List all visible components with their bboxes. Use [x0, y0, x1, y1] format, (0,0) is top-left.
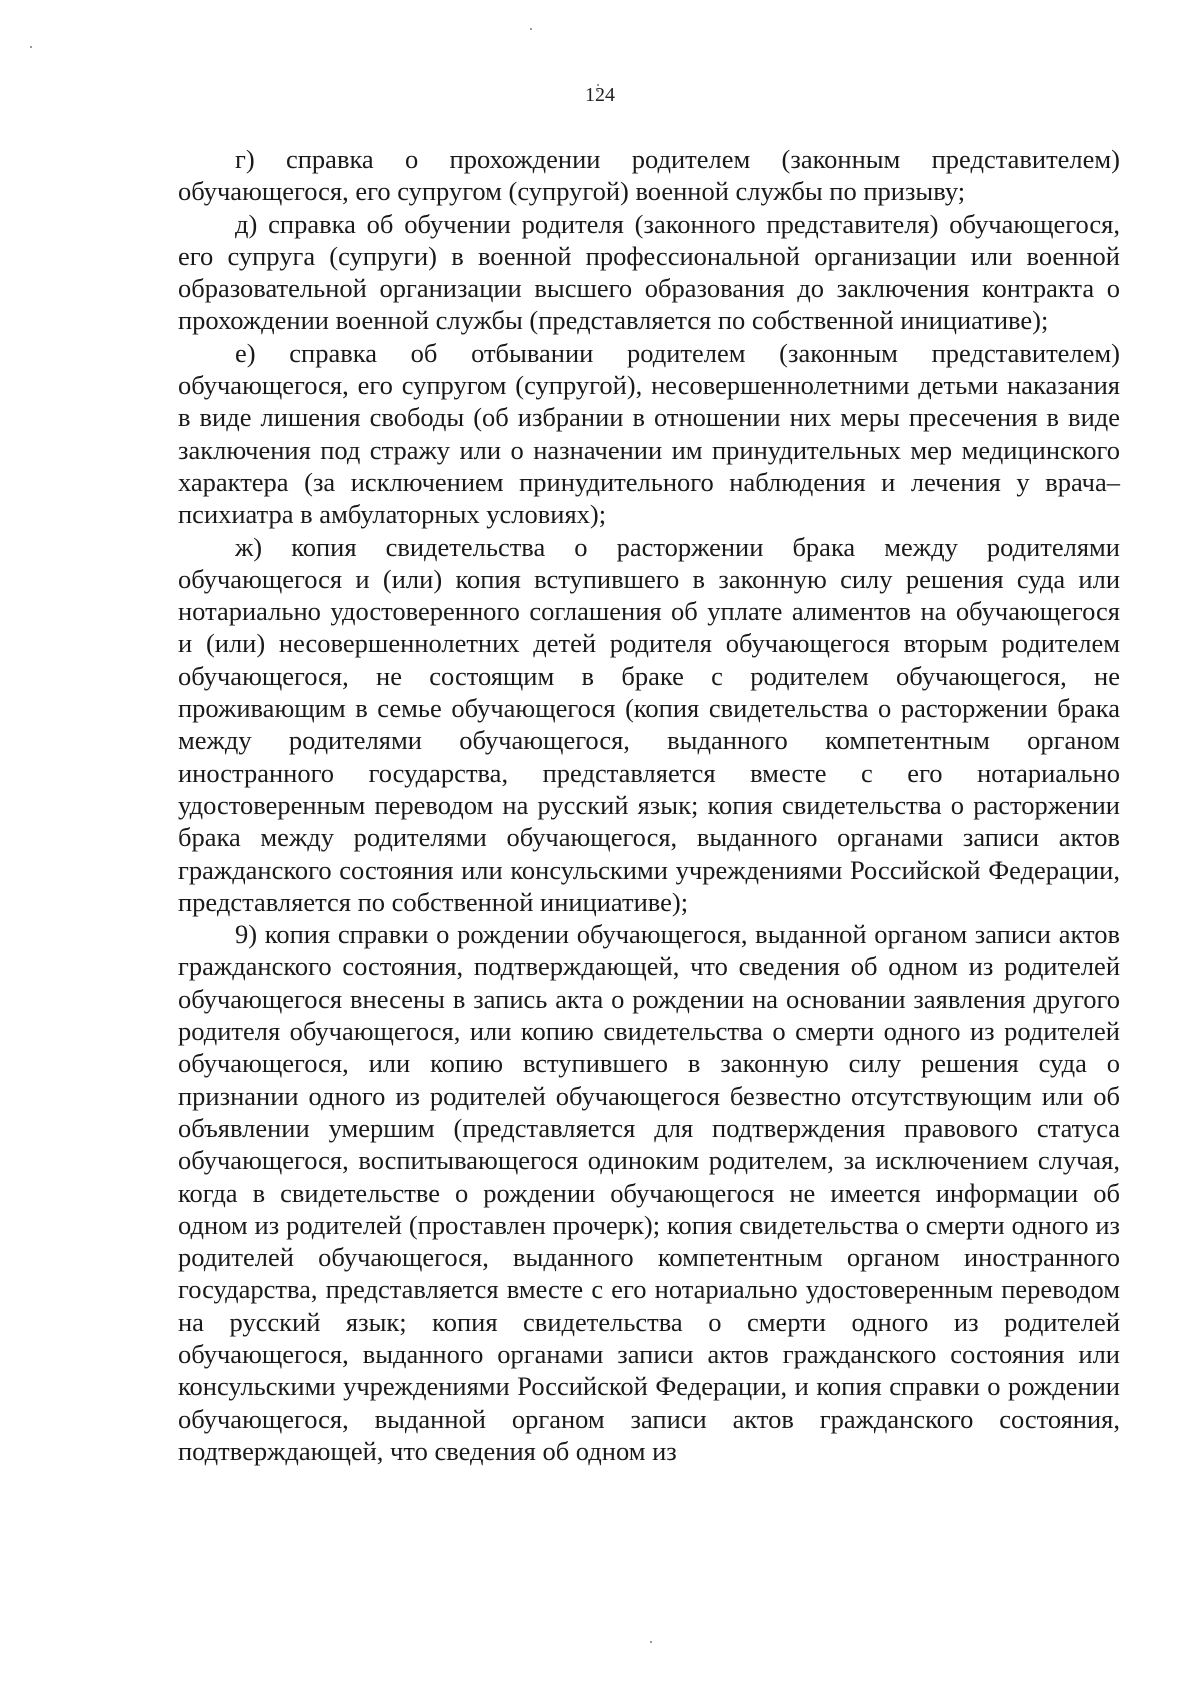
scan-speck — [650, 1641, 652, 1643]
paragraph-g: г) справка о прохождении родителем (законным представителем) обучающегося, его супругом (супругой) военной службы по призыву; — [178, 144, 1120, 207]
scan-speck — [30, 46, 32, 48]
paragraph-e: е) справка об отбывании родителем (законным представителем) обучающегося, его супругом (супругой), несовершеннолетними детьми наказания в виде лишения свободы (об избрании в отношении них меры пресечения в виде заключения под стражу или о назначении им принудительных мер медицинского характера (за исключением принудительного наблюдения и лечения у врача–психиатра в амбулаторных условиях); — [178, 337, 1120, 530]
paragraph-9: 9) копия справки о рождении обучающегося, выданной органом записи актов гражданского состояния, подтверждающей, что сведения об одном из родителей обучающегося внесены в запись акта о рождении на основании заявления другого родителя обучающегося, или копию свидетельства о смерти одного из родителей обучающегося, или копию вступившего в законную силу решения суда о признании одного из родителей обучающегося безвестно отсутствующим или об объявлении умершим (представляется для подтверждения правового статуса обучающегося, воспитывающегося одиноким родителем, за исключением случая, когда в свидетельстве о рождении обучающегося не имеется информации об одном из родителей (проставлен прочерк); копия свидетельства о смерти одного из родителей обучающегося, выданного компетентным органом иностранного государства, представляется вместе с его нотариально удостоверенным переводом на русский язык; копия свидетельства о смерти одного из родителей обучающегося, выданного органами записи актов гражданского состояния или консульскими учреждениями Российской Федерации, и копия справки о рождении обучающегося, выданной органом записи актов гражданского состояния, подтверждающей, что сведения об одном из — [178, 919, 1120, 1466]
scan-speck — [530, 28, 532, 30]
paragraph-zh: ж) копия свидетельства о расторжении брака между родителями обучающегося и (или) копия вступившего в законную силу решения суда или нотариально удостоверенного соглашения об уплате алиментов на обучающегося и (или) несовершеннолетних детей родителя обучающегося вторым родителем обучающегося, не состоящим в браке с родителем обучающегося, не проживающим в семье обучающегося (копия свидетельства о расторжении брака между родителями обучающегося, выданного компетентным органом иностранного государства, представляется вместе с его нотариально удостоверенным переводом на русский язык; копия свидетельства о расторжении брака между родителями обучающегося, выданного органами записи актов гражданского состояния или консульскими учреждениями Российской Федерации, представляется по собственной инициативе); — [178, 531, 1120, 917]
paragraph-d: д) справка об обучении родителя (законного представителя) обучающегося, его супруга (супруги) в военной профессиональной организации или военной образовательной организации высшего образования до заключения контракта о прохождении военной службы (представляется по собственной инициативе); — [178, 208, 1120, 336]
document-body — [178, 143, 1120, 1467]
page-number: 124 — [585, 84, 615, 106]
